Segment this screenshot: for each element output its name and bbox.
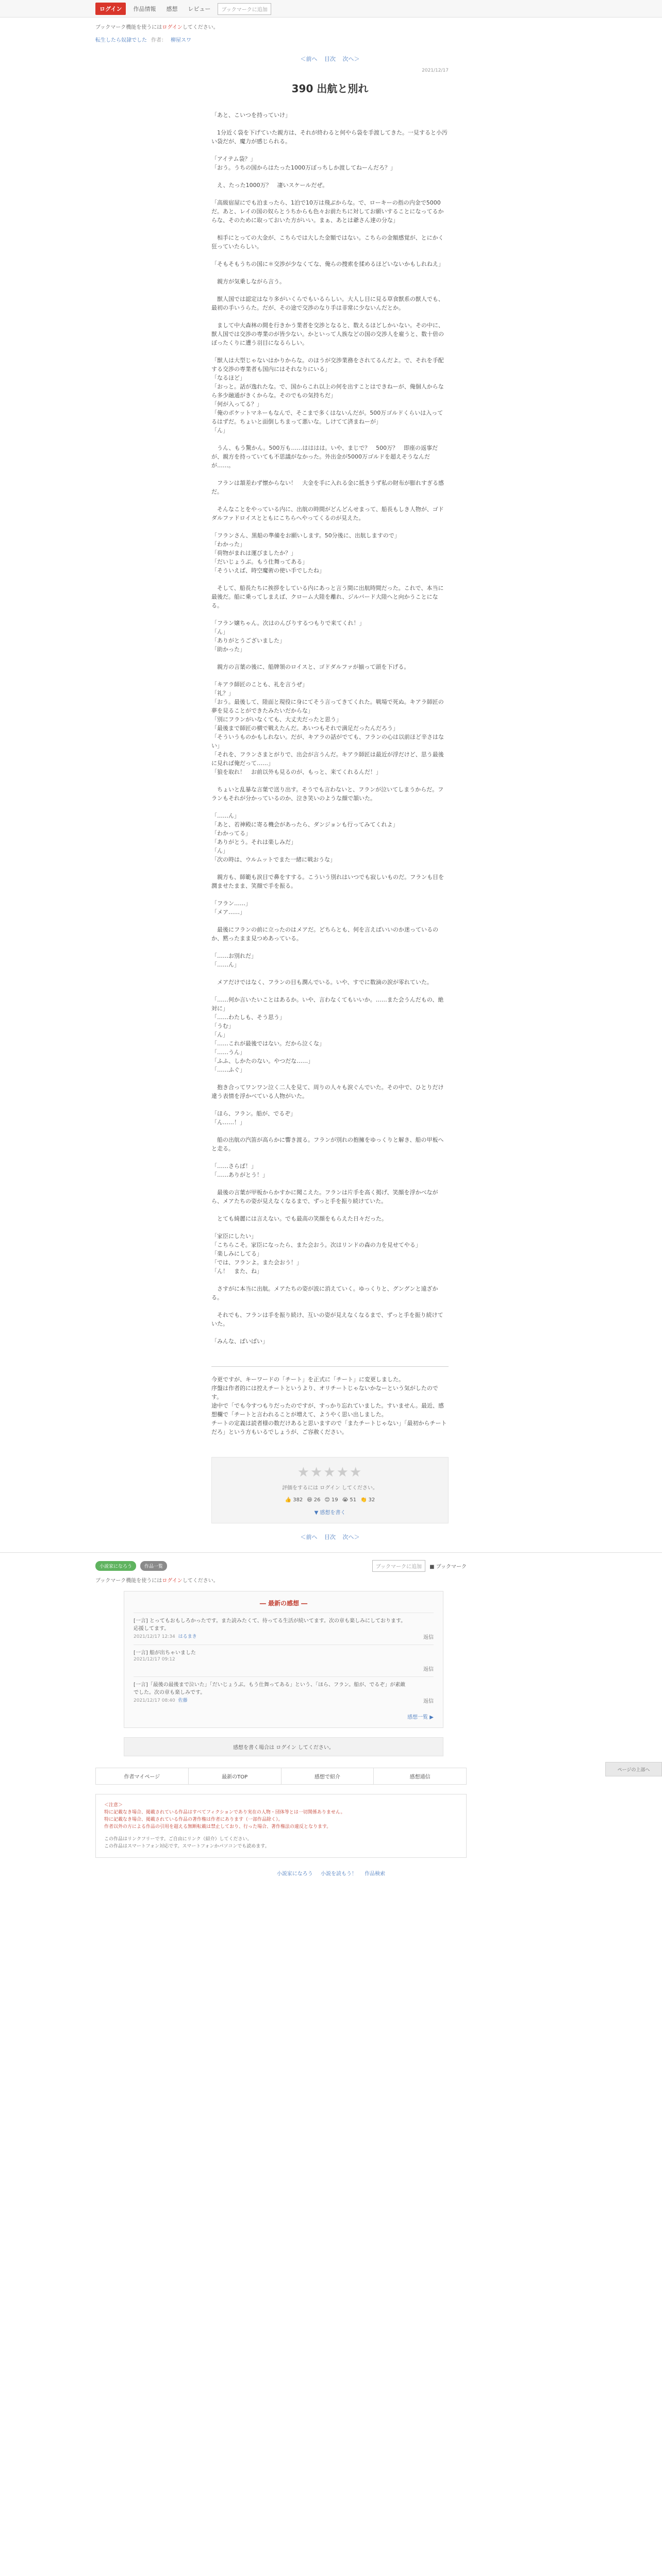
bookmark-add-button[interactable]: ブックマークに追加	[218, 3, 271, 15]
story-paragraph: 親方の言葉の後に、船牌領のロイスと、ゴドダルファが揃って頭を下げる。	[211, 664, 410, 670]
works-list-pill[interactable]: 作品一覧	[140, 1561, 167, 1571]
prev-link-bottom[interactable]: ＜前へ	[300, 1534, 318, 1540]
story-paragraph: 船の出航の汽笛が高らかに響き渡る。フランが別れの抱擁をゆっくりと解き、船の甲板へと走る。	[211, 1137, 444, 1152]
story-paragraph: え、たった1000万？ 凄いスケールだぜ。	[211, 182, 328, 189]
bottom-bar	[95, 1553, 467, 1576]
reaction-button[interactable]	[285, 1497, 303, 1503]
review-meta	[134, 1697, 408, 1703]
story-paragraph: 「ほら、フラン。船が、でるぞ」 「ん……！」	[211, 1110, 296, 1126]
index-link[interactable]: 目次	[324, 56, 336, 62]
review-reply-link[interactable]: 返信	[423, 1667, 434, 1672]
story-paragraph: ちょいと乱暴な言葉で送り出す。そうでも言わないと、フランが泣いてしまうからだ。フランもそれが分かっているのか、泣き笑いのような顔で頷いた。	[211, 786, 444, 802]
prev-link[interactable]: ＜前へ	[300, 56, 318, 62]
footer-caution: ＜注意＞ 特に記載なき場合、掲載されている作品はすべてフィクションであり実在の人物・団体等とは一切関係ありません。 特に記載なき場合、掲載されている作品の著作権は作者にあります（一部作品除く）。 作者以外の方による作品の引用を超える無断転載は禁止しており、行った場合、著作権法の違反となります。	[104, 1803, 345, 1829]
story-paragraph: 「そもそもうちの国に＊交渉が少なくてな、俺らの捜索を揉めるほどいないかもしれねえ」	[211, 261, 444, 267]
story-paragraph: 最後の言葉が甲板からかすかに聞こえた。フランは片手を高く掲げ、笑顔を浮かべながら、メアたちの姿が見えなくなるまで、ずっと手を振り続けていた。	[211, 1189, 438, 1205]
rating-note: 評価をするには ログイン してください。	[282, 1485, 378, 1491]
footer-link-search[interactable]: 作品検索	[365, 1871, 386, 1877]
reaction-count: 51	[350, 1497, 357, 1503]
reaction-button[interactable]	[324, 1497, 338, 1503]
footer-nav-mail[interactable]: 感想通信	[409, 1774, 431, 1780]
story-paragraph: 「フランさん、黒船の準備をお願いします。50分後に、出航しますので」 「わかった」 「荷物がまれは運びましたか？」 「だいじょうぶ。もう仕舞ってある」 「そういえば、時空魔術の使い手でしたね」	[211, 532, 400, 574]
review-meta	[134, 1657, 408, 1662]
review-item	[134, 1645, 434, 1676]
story-paragraph: 相手にとっての大金が、こちらでは大した金額ではない。こちらの金額感覚が、とにかく狂っていたらしい。	[211, 234, 444, 250]
notice-login-link-bottom[interactable]: ログイン	[162, 1578, 183, 1584]
nav-reviews-link[interactable]: 感想	[166, 6, 178, 12]
reviews-title: ― 最新の感想 ―	[259, 1600, 308, 1607]
author-postscript	[211, 1366, 449, 1436]
story-paragraph: 「高級宿屋にでも泊まったら、1泊で10万は飛ぶからな。で、ローキーの指の内金で5000だ。あと、レイの国の奴らとうちからも色々お前たちに対してお願いすることになってるからな、そのために取っておいた方がいい。まぁ、あとは爺さん達の分な」	[211, 199, 444, 224]
breadcrumb	[95, 32, 467, 50]
pager-bottom	[211, 1529, 449, 1545]
review-item	[134, 1613, 434, 1645]
site-home-pill[interactable]: 小説家になろう	[95, 1561, 136, 1571]
footer-link-yomou[interactable]: 小説を読もう！	[321, 1871, 357, 1877]
story-paragraph: メアだけではなく、フランの目も潤んでいる。いや、すでに数滴の涙が零れていた。	[211, 979, 433, 986]
story-paragraph: 1分近く袋を下げていた親方は、それが終わると何やら袋を手渡してきた。一見すると小汚い袋だが、魔力が感じられる。	[211, 129, 448, 145]
footer-link-narou[interactable]: 小説家になろう	[276, 1871, 313, 1877]
story-paragraph: とても綺麗には言えない。でも最高の笑顔をもらえた日々だった。	[211, 1215, 387, 1222]
footer-nav-mypage[interactable]: 作者マイページ	[96, 1768, 189, 1784]
story-paragraph: 「フラン……」 「メア……」	[211, 900, 251, 916]
reaction-count: 19	[331, 1497, 338, 1503]
story-paragraph: 「みんな、ばいばい」	[211, 1338, 268, 1345]
reaction-count: 32	[368, 1497, 375, 1503]
author-link[interactable]: 柳屋スワ	[171, 38, 191, 43]
story-paragraph: そんなことをやっている内に、出航の時間がどんどんせまって、船長もしき人物が、ゴドダルファドロイスとともにこちらへやってくるのが見えた。	[211, 506, 444, 521]
login-button[interactable]: ログイン	[95, 3, 126, 15]
reaction-icon: 😆	[307, 1497, 312, 1503]
nav-review-link[interactable]: レビュー	[188, 6, 211, 12]
review-date: 2021/12/17 12:34	[134, 1634, 175, 1639]
footer-nav-intro[interactable]: 感想で紹介	[282, 1768, 374, 1784]
rating-stars[interactable]: ★★★★★	[297, 1465, 363, 1480]
login-to-review[interactable]: 感想を書く場合は ログイン してください。	[124, 1737, 443, 1756]
story-paragraph: 親方が気乗しながら言う。	[211, 278, 285, 285]
review-text: [一言] とってもおもしろかったです。また読みたくて、待ってる生活が続いてます。次の章も楽しみにしております。応援してます。	[134, 1618, 406, 1632]
story-body	[211, 111, 449, 1346]
story-paragraph: 「家臣にしたい」 「こちらこそ。家臣になったら、また会おう。次はリンドの森の力を見せてやる」 「楽しみにしてる」 「では、フランよ。また会おう！」 「ん！ また、ね」	[211, 1233, 421, 1275]
latest-reviews	[124, 1591, 443, 1728]
next-link-bottom[interactable]: 次へ＞	[342, 1534, 360, 1540]
reaction-icon: 😭	[342, 1497, 349, 1503]
reaction-icon: 👏	[360, 1497, 367, 1503]
story-paragraph: 「……何か言いたいことはあるか。いや、言わなくてもいいか。……また会うんだもの、絶対に」 「……わたしも、そう思う」 「うむ」 「ん」 「……これが最後ではない。だから泣くな」 「……うん」 「ふふ、しかたのない。やつだな……」 「……ふぐ」	[211, 996, 444, 1073]
review-list	[134, 1613, 434, 1708]
postscript-text: 今更ですが、キーワードの「チート」を正式に「チート」に変更しました。 序盤は作者的には控えチートというより、オリチートじゃないかなーという気がしたのです。 途中で「でも今すつもりだったのですが、すっかり忘れていました。すいません。最近、感想欄で「チートと言われることが増えて、ようやく思い出しました。 チートの定義は読者様の数だけあると思いますので「またチートじゃない」「最初からチートだろ」という方もいるでしょうが、ご容赦ください。	[211, 1376, 447, 1435]
story-paragraph: さすがに本当に出航。メアたちの姿が波に消えていく。ゆっくりと、グングンと遠ざかる。	[211, 1285, 438, 1301]
index-link-bottom[interactable]: 目次	[324, 1534, 336, 1540]
reaction-icon: 😊	[324, 1497, 330, 1503]
review-reply-link[interactable]: 返信	[423, 1699, 434, 1704]
review-date: 2021/12/17 08:40	[134, 1698, 175, 1703]
story-paragraph: それでも、フランは手を振り続け、互いの姿が見えなくなるまで、ずっと手を振り続けていた。	[211, 1312, 443, 1327]
story-paragraph: 「……お別れだ」 「……ん」	[211, 953, 257, 968]
reaction-button[interactable]	[307, 1497, 320, 1503]
bookmark-add-button-bottom[interactable]: ブックマークに追加	[372, 1560, 425, 1572]
bookmark-label[interactable]: ■ ブックマーク	[429, 1564, 467, 1570]
nav-info-link[interactable]: 作品情報	[133, 6, 156, 12]
reaction-button[interactable]	[360, 1497, 375, 1503]
pager-top	[211, 50, 449, 67]
review-date: 2021/12/17 09:12	[134, 1657, 175, 1662]
story-paragraph: そして、船長たちに挨拶をしている内にあっと言う間に出航時間だった。これで、本当に最後だ。船に乗ってしまえば、クローム大陸を離れ、ジルバード大陸へと向かうことになる。	[211, 585, 444, 609]
review-item	[134, 1676, 434, 1708]
review-author-link[interactable]: はるまき	[178, 1634, 197, 1639]
review-author-link[interactable]: 佐藤	[178, 1698, 188, 1703]
reaction-icon: 👍	[285, 1497, 292, 1503]
author-label: 作者：	[151, 38, 167, 43]
story-paragraph: まして中大森林の間を行きかう業者を交渉となると、数えるほどしかいない。その中に、獣人国では交渉の専業のが皆少ない。かといって人族などの国の交渉人を雇うと、数十倍のぼったくりに遭う羽目になるらしい。	[211, 322, 444, 346]
reaction-count: 382	[293, 1497, 303, 1503]
footer-nav-top[interactable]: 最新のTOP	[189, 1768, 282, 1784]
story-paragraph: 「キアラ師匠のことも、礼を言うぜ」 「礼？」 「おう。最後して、陸面と現役に身にてそう言ってきてくれた。戦場で死ぬ。キアラ師匠の夢を見ることができたみたいだからな」 「別にフランがいなくても、大丈夫だったと思う」 「最後まで師匠の横で戦えたんだ。あいつもそれで満足だったんだろう」 「そういうものかもしれない。だが、キアラの話がでても、フランの心は以前ほど辛さはない」 「それを、フランさまとがりで、出会が言うんだ。キアラ師匠は最近が浮だけど、思う最後に見れば俺だって……」 「狼を取れ！ お前以外も見るのが、もっと、来てくれるんだ！」	[211, 681, 444, 775]
back-to-top-tab[interactable]: ページの上部へ	[605, 1762, 662, 1776]
story-paragraph: 「あと、こいつを持っていけ」	[211, 112, 291, 118]
bookmark-notice-bottom: ブックマーク機能を使うにはログインしてください。	[95, 1578, 219, 1584]
story-paragraph: 親方も、師範も涙目で鼻をすする。こういう別れはいつでも寂しいものだ。フランも目を潤ませたまま、笑顔で手を振る。	[211, 874, 444, 889]
reviews-more-link[interactable]: 感想一覧 ▶	[407, 1715, 434, 1720]
reaction-count: 26	[313, 1497, 321, 1503]
publish-date: 2021/12/17	[422, 68, 449, 73]
series-title-link[interactable]: 転生したら奴隷でした	[95, 38, 147, 43]
reaction-button[interactable]	[342, 1497, 356, 1503]
review-meta	[134, 1633, 408, 1639]
story-paragraph: うん、もう驚かん。500万も……はははは。いや、まじで？ 500万？ 即座の返事だが、親方を持っていても不思議がなかった。外出金が5000万ゴルドを超えそうなんだが……。	[211, 445, 438, 469]
footer-nav	[95, 1768, 467, 1785]
footer-links	[0, 1858, 662, 1887]
bookmark-notice: ブックマーク機能を使うにはログインしてください。	[95, 25, 219, 30]
story-paragraph: 「獣人は大型じゃないはかりからな。のほうが交渉業務をされてるんだよ。で、それを手配する交渉の専業者も国内にはそれなりにいる」 「なるほど」 「おっと。話が逸れたな。で、国からこれ以上の何を出すことはできねーが、俺個人からなら多少融通がきくからな。そのでもの気持ちだ」 「何が入ってる？」 「俺のポケットマネーもなんで、そこまで多くはないんだが。500万ゴルドくらいは入ってるはずだ。ちょいと面倒しちまって悪いな。しけてて済まねーが」 「ん」	[211, 357, 444, 434]
review-reply-link[interactable]: 返信	[423, 1635, 434, 1640]
reaction-bar	[217, 1497, 443, 1503]
review-text: [一言]「最後の最後まで泣いた」「だいじょうぶ。もう仕舞ってある」という、「ほら、フラン。船が、でるぞ」が素敵でした。次の章も楽しみです。	[134, 1682, 406, 1696]
rating-box	[211, 1457, 449, 1523]
write-review-link[interactable]: ▼ 感想を書く	[314, 1510, 346, 1516]
story-paragraph: 「……ん」 「あと、若神殿に寄る機会があったら、ダンジョンも行ってみてくれよ」 「わかってる」 「ありがとう。それは楽しみだ」 「ん」 「次の時は、ウルムットでまた一緒に戦おうな」	[211, 812, 399, 863]
main-content	[211, 50, 449, 1545]
notice-login-link[interactable]: ログイン	[162, 25, 183, 30]
footer-info: この作品はリンクフリーです。ご自由にリンク（紹介）してください。 この作品はスマートフォン対応です。スマートフォンかパソコンでも読めます。	[104, 1837, 270, 1849]
story-paragraph: フランは頷差わず懐からない！ 大金を手に入れる金に抵きうず私の財布が膨れすぎる感だ。	[211, 480, 444, 495]
review-text: [一言] 船が出ちゃいました	[134, 1650, 196, 1656]
next-link[interactable]: 次へ＞	[342, 56, 360, 62]
story-paragraph: 最後にフランの前に立ったのはメアだ。どちらとも、何を言えばいいのか迷っているのか、黙ったまま見つめあっている。	[211, 926, 438, 942]
story-paragraph: 抱き合ってワンワン泣く二人を見て、周りの人々も涙ぐんでいた。その中で、ひとりだけ違う表情を浮かべている人物がいた。	[211, 1084, 444, 1099]
top-bar	[0, 0, 662, 18]
story-paragraph: 「……さらば！」 「……ありがとう！」	[211, 1163, 268, 1178]
story-paragraph: 「アイテム袋？」 「おう。うちの国からはたった1000万ぽっちしか渡してねーんだろ？」	[211, 156, 396, 171]
footer-notice	[95, 1794, 467, 1858]
episode-title: 390 出航と別れ	[291, 82, 369, 95]
story-paragraph: 「フラン嬢ちゃん。次はのんびりするつもりで来てくれ！」 「ん」 「ありがとうございました」 「助かった」	[211, 620, 365, 653]
story-paragraph: 獣人国では認定はなり多がいくらでもいるらしい。大人し目に見る草食獣系の獣人でも、最初の手いうらた。だが、その途で交渉のなり手は非常に少ないんだとか。	[211, 296, 444, 311]
